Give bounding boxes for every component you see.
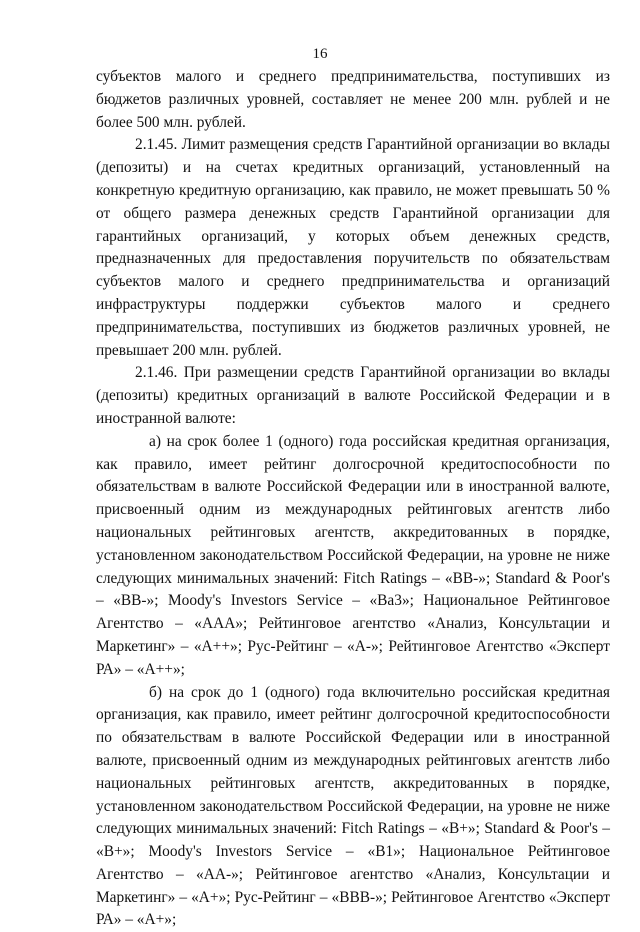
- paragraph-subitem-a: а) на срок более 1 (одного) года российская кредитная организация, как правило, имеет рейтинг долгосрочной кредитоспособности по обязательствам в валюте Российской Федерации или в иностранной валюте, присвоенный одним из международных рейтинговых агентств либо национальных рейтинговых агентств, аккредитованных в порядке, установленном законодательством Российской Федерации, на уровне не ниже следующих минимальных значений: Fitch Ratings – «BB-»; Standard & Poor's – «BB-»; Moody's Investors Service – «Ba3»; Национальное Рейтинговое Агентство – «AAA»; Рейтинговое агентство «Анализ, Консультации и Маркетинг» – «A++»; Рус-Рейтинг – «A-»; Рейтинговое Агентство «Эксперт РА» – «A++»;: [96, 432, 610, 678]
- document-body: [96, 66, 610, 932]
- paragraph-continuation: субъектов малого и среднего предпринимательства, поступивших из бюджетов различных уровней, составляет не менее 200 млн. рублей и не более 500 млн. рублей.: [96, 68, 610, 131]
- paragraph-2-1-46: 2.1.46. При размещении средств Гарантийной организации во вклады (депозиты) кредитных организаций в валюте Российской Федерации и в иностранной валюте:: [96, 364, 610, 427]
- page-number: 16: [312, 46, 328, 62]
- paragraph-2-1-45: 2.1.45. Лимит размещения средств Гарантийной организации во вклады (депозиты) и на счетах кредитных организаций, установленный на конкретную кредитную организацию, как правило, не может превышать 50 % от общего размера денежных средств Гарантийной организации для гарантийных организаций, у которых объем денежных средств, предназначенных для предоставления поручительств по обязательствам субъектов малого и среднего предпринимательства и организаций инфраструктуры поддержки субъектов малого и среднего предпринимательства, поступивших из бюджетов различных уровней, не превышает 200 млн. рублей.: [96, 136, 610, 359]
- paragraph-subitem-b: б) на срок до 1 (одного) года включительно российская кредитная организация, как правило, имеет рейтинг долгосрочной кредитоспособности по обязательствам в валюте Российской Федерации или в иностранной валюте, присвоенный одним из международных рейтинговых агентств либо национальных рейтинговых агентств, аккредитованных в порядке, установленном законодательством Российской Федерации, на уровне не ниже следующих минимальных значений: Fitch Ratings – «B+»; Standard & Poor's – «B+»; Moody's Investors Service – «B1»; Национальное Рейтинговое Агентство – «AA-»; Рейтинговое агентство «Анализ, Консультации и Маркетинг» – «A+»; Рус-Рейтинг – «BBB-»; Рейтинговое Агентство «Эксперт РА» – «A+»;: [96, 683, 610, 929]
